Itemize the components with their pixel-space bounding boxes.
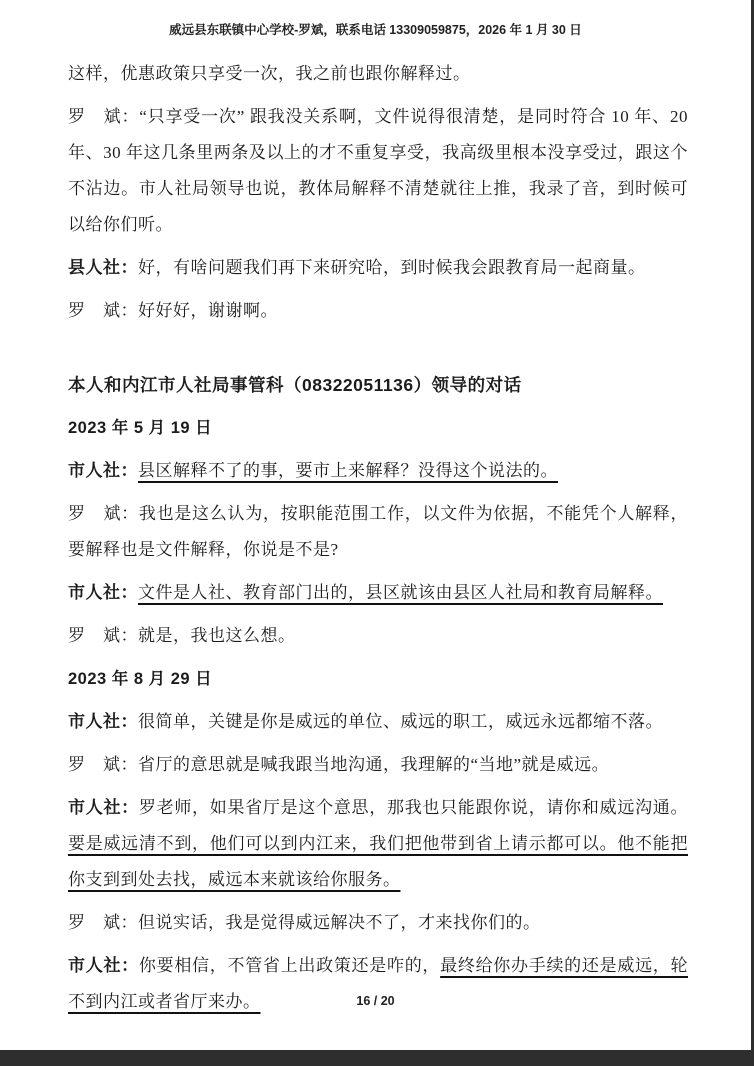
- dialogue-paragraph: [68, 905, 688, 941]
- speaker-label: 市人社：: [68, 798, 139, 817]
- underlined-statement: 要是威远清不到，他们可以到内江来，我们把他带到省上请示都可以。他不能把你支到到处去找，威远本来就该给你服务。: [68, 834, 688, 889]
- date-heading: [68, 410, 688, 446]
- document-body: [68, 56, 688, 1027]
- text-run: 罗 斌：好好好，谢谢啊。: [68, 301, 278, 320]
- text-run: 罗 斌：但说实话，我是觉得威远解决不了，才来找你们的。: [68, 913, 541, 932]
- text-run: 这样，优惠政策只享受一次，我之前也跟你解释过。: [68, 64, 471, 83]
- dialogue-paragraph: [68, 575, 688, 611]
- dialogue-paragraph: [68, 747, 688, 783]
- dialogue-paragraph: [68, 704, 688, 740]
- viewer-background-bottom-bar: [0, 1050, 754, 1066]
- text-run: 罗 斌：省厅的意思就是喊我跟当地沟通，我理解的“当地”就是威远。: [68, 755, 610, 774]
- underlined-statement: 最终给你办手续的还是威远，轮不到内江或者省厅来办。: [68, 956, 689, 1011]
- text-run: 罗 斌：就是，我也这么想。: [68, 626, 296, 645]
- dialogue-paragraph: [68, 293, 688, 329]
- speaker-label: 市人社：: [68, 956, 139, 975]
- text-run: 罗 斌：我也是这么认为，按职能范围工作，以文件为依据，不能凭个人解释，要解释也是文件解释，你说是不是?: [68, 504, 688, 559]
- text-run: 罗 斌：“只享受一次” 跟我没关系啊，文件说得很清楚，是同时符合 10 年、20 年、30 年这几条里两条及以上的才不重复享受，我高级里根本没享受过，跟这个不沾边。市人社局领导也说，教体局解释不清楚就往上推，我录了音，到时候可以给你们听。: [68, 107, 688, 234]
- underlined-statement: 县区解释不了的事，要市上来解释？没得这个说法的。: [138, 461, 558, 480]
- dialogue-paragraph: [68, 99, 688, 243]
- dialogue-paragraph: [68, 496, 688, 568]
- page-number-indicator: 16 / 20: [356, 994, 395, 1008]
- dialogue-paragraph: [68, 618, 688, 654]
- dialogue-paragraph: [68, 790, 688, 898]
- text-run: 2023 年 8 月 29 日: [68, 670, 213, 688]
- text-run: 本人和内江市人社局事管科（08322051136）领导的对话: [68, 375, 522, 395]
- dialogue-paragraph: [68, 453, 688, 489]
- speaker-label: 县人社：: [68, 258, 138, 277]
- date-heading: [68, 661, 688, 697]
- speaker-label: 市人社：: [68, 583, 138, 602]
- dialogue-paragraph: [68, 250, 688, 286]
- speaker-label: 市人社：: [68, 712, 138, 731]
- dialogue-paragraph: [68, 56, 688, 92]
- text-run: 罗老师，如果省厅是这个意思，那我也只能跟你说，请你和威远沟通。: [138, 798, 689, 817]
- section-heading: [68, 367, 688, 403]
- text-run: 很简单，关键是你是威远的单位、威远的职工，威远永远都缩不落。: [138, 712, 663, 731]
- speaker-label: 市人社：: [68, 461, 138, 480]
- dialogue-paragraph: [68, 948, 688, 1020]
- underlined-statement: 文件是人社、教育部门出的，县区就该由县区人社局和教育局解释。: [138, 583, 663, 602]
- text-run: 2023 年 5 月 19 日: [68, 419, 213, 437]
- text-run: 你要相信，不管省上出政策还是咋的，: [138, 956, 441, 975]
- document-header: 威远县东联镇中心学校-罗斌，联系电话 13309059875，2026 年 1 月 30 日: [169, 23, 582, 37]
- text-run: 好，有啥问题我们再下来研究哈，到时候我会跟教育局一起商量。: [138, 258, 646, 277]
